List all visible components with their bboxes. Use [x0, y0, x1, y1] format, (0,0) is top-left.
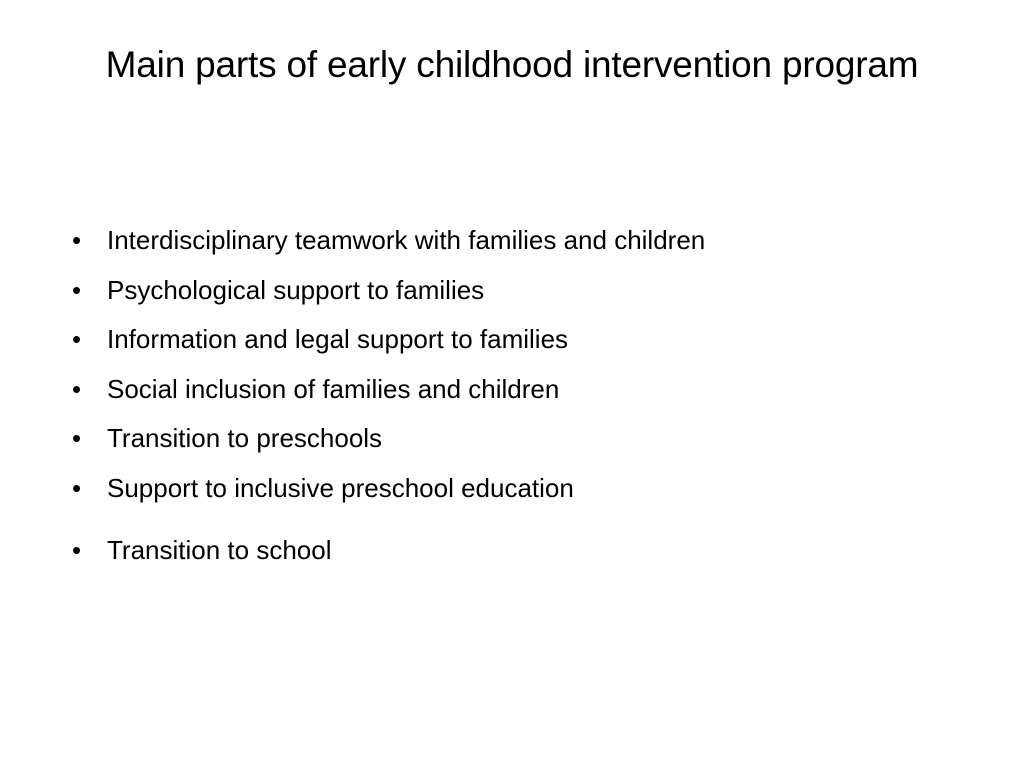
list-item-text: Transition to school — [107, 535, 332, 565]
bullet-list — [72, 218, 972, 578]
list-item — [72, 466, 972, 516]
bullet-icon: • — [72, 472, 82, 503]
list-item-text: Transition to preschools — [107, 423, 383, 453]
list-item — [72, 528, 972, 578]
list-item-text: Social inclusion of families and children — [107, 373, 560, 404]
list-item-text: Support to inclusive preschool education — [107, 472, 574, 503]
list-item — [72, 268, 972, 318]
list-item-text: Information and legal support to families — [107, 324, 569, 354]
list-item — [72, 367, 972, 417]
list-item — [72, 416, 972, 466]
bullet-icon: • — [72, 225, 82, 255]
list-item — [72, 218, 972, 268]
bullet-icon: • — [72, 324, 82, 354]
bullet-icon: • — [72, 274, 82, 305]
bullet-icon: • — [72, 373, 82, 404]
list-item — [72, 317, 972, 367]
slide-title: Main parts of early childhood intervention program — [105, 44, 919, 85]
bullet-icon: • — [72, 423, 82, 453]
list-item-text: Interdisciplinary teamwork with families and children — [107, 225, 706, 255]
bullet-icon: • — [72, 535, 82, 565]
list-item-text: Psychological support to families — [107, 274, 485, 305]
